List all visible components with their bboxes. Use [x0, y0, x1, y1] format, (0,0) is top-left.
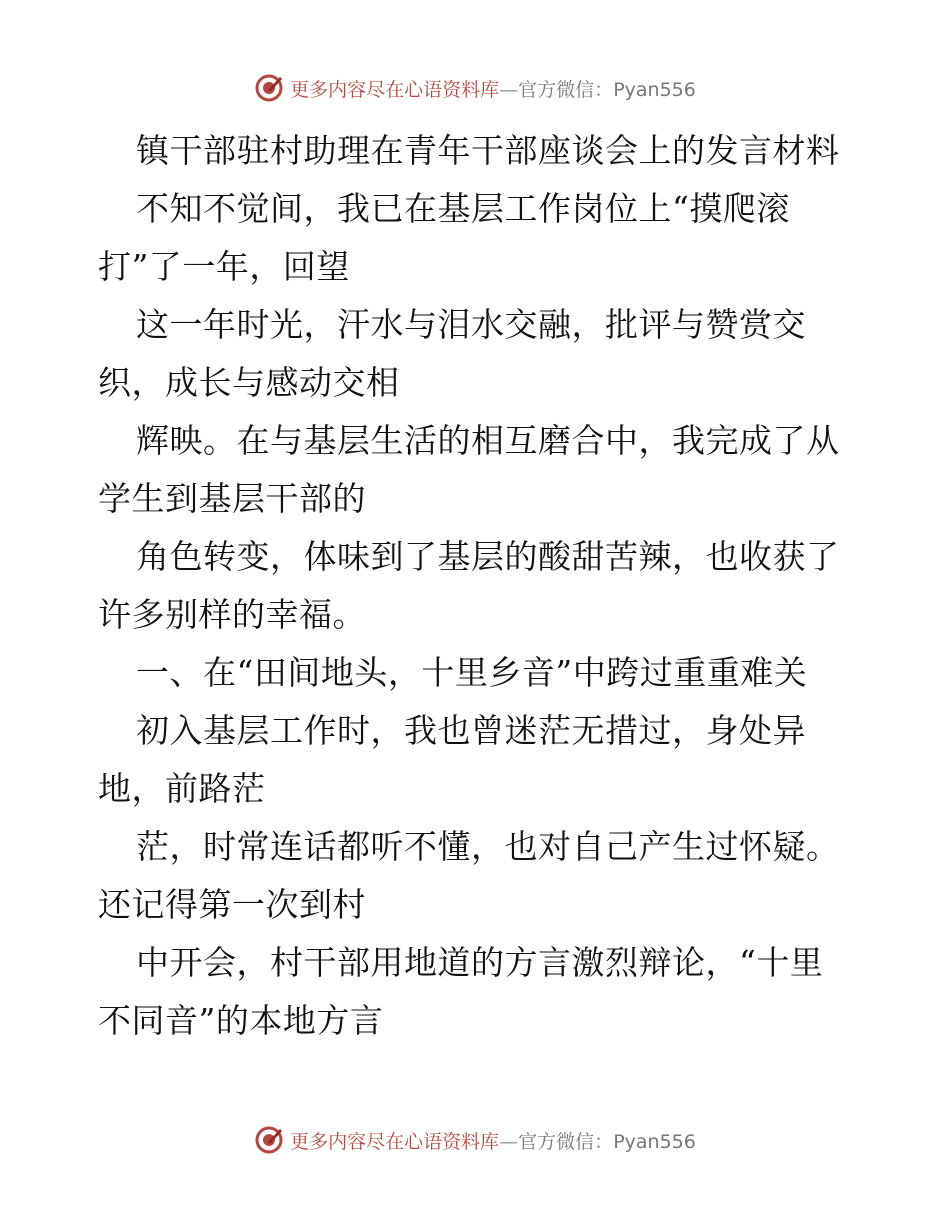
text-line: 中开会，村干部用地道的方言激烈辩论，“十里 [136, 943, 824, 982]
text-line: 辉映。在与基层生活的相互磨合中，我完成了从 [136, 421, 840, 460]
text-line: 这一年时光，汗水与泪水交融，批评与赞赏交 [136, 305, 806, 344]
text-line: 学生到基层干部的 [98, 479, 366, 518]
banner-separator: — [499, 78, 519, 101]
banner-caption [290, 75, 696, 102]
text-line: 角色转变，体味到了基层的酸甜苦辣，也收获了 [136, 537, 840, 576]
banner-wechat-label: 官方微信： [518, 1130, 614, 1153]
banner-main-text: 更多内容尽在心语资料库 [290, 78, 500, 101]
text-line: 镇干部驻村助理在青年干部座谈会上的发言材料 [136, 131, 840, 170]
banner-wechat-label: 官方微信： [518, 78, 614, 101]
text-line: 不同音”的本地方言 [98, 1001, 384, 1040]
banner-separator: — [499, 1130, 519, 1153]
banner-caption [290, 1127, 696, 1154]
text-line: 一、在“田间地头，十里乡音”中跨过重重难关 [136, 653, 808, 692]
text-line: 地，前路茫 [98, 769, 266, 808]
pen-logo-icon [254, 1125, 284, 1155]
document-body [98, 122, 868, 1050]
header-banner [0, 68, 950, 108]
text-line: 还记得第一次到村 [98, 885, 366, 924]
footer-banner [0, 1120, 950, 1160]
banner-wechat-id: Pyan556 [613, 78, 696, 101]
text-line: 许多别样的幸福。 [98, 595, 366, 634]
banner-wechat-id: Pyan556 [613, 1130, 696, 1153]
text-line: 不知不觉间，我已在基层工作岗位上“摸爬滚 [136, 189, 790, 228]
text-line: 织，成长与感动交相 [98, 363, 400, 402]
banner-main-text: 更多内容尽在心语资料库 [290, 1130, 500, 1153]
text-line: 打”了一年，回望 [98, 247, 350, 286]
text-line: 茫，时常连话都听不懂，也对自己产生过怀疑。 [136, 827, 840, 866]
pen-logo-icon [254, 73, 284, 103]
text-line: 初入基层工作时，我也曾迷茫无措过，身处异 [136, 711, 806, 750]
